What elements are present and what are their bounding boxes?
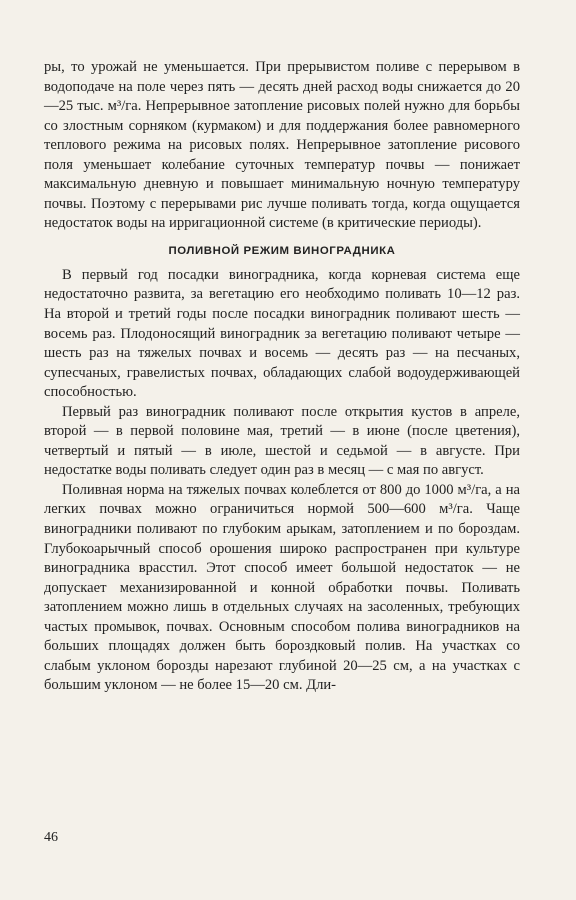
paragraph-irrigation-norm: Поливная норма на тяжелых почвах колеблется от 800 до 1000 м³/га, а на легких почвах можно ограничиться нормой 500—600 м³/га. Чаще виноградники поливают по глубоким арыкам, затоплением и по бороздам. Глубокоарычный способ орошения широко распространен при культуре виноградника врасстил. Этот способ имеет большой недостаток — не допускает механизированной и конной обработки почвы. Поливать затоплением можно лишь в отдельных случаях на засоленных, требующих частых промывок, почвах. Основным способом полива виноградников на больших площадях должен быть бороздковый полив. На участках со слабым уклоном борозды нарезают глубиной 20—25 см, а на участках с большим уклоном — не более 15—20 см. Дли- bbox=[44, 481, 520, 694]
section-heading: ПОЛИВНОЙ РЕЖИМ ВИНОГРАДНИКА bbox=[168, 244, 396, 257]
paragraph-schedule: Первый раз виноградник поливают после открытия кустов в апреле, второй — в первой половине мая, третий — в июне (после цветения), четвертый и пятый — в июле, шестой и седьмой — в августе. При недостатке воды поливать следует один раз в месяц — с мая по август. bbox=[44, 403, 520, 479]
paragraph-first-year: В первый год посадки виноградника, когда корневая система еще недостаточно развита, за вегетацию его необходимо поливать 10—12 раз. На второй и третий годы после посадки виноградник поливают шесть — восемь раз. Плодоносящий виноградник за вегетацию поливают четыре — шесть раз на тяжелых почвах и восемь — десять раз — на песчаных, супесчаных, гравелистых почвах, обладающих слабой водоудерживающей способностью. bbox=[44, 266, 520, 401]
page-number: 46 bbox=[44, 830, 58, 845]
page-content bbox=[44, 58, 520, 696]
intro-paragraph: ры, то урожай не уменьшается. При прерывистом поливе с перерывом в водоподаче на поле через пять — десять дней расход воды снижается до 20—25 тыс. м³/га. Непрерывное затопление рисовых полей нужно для борьбы со злостным сорняком (курмаком) и для поддержания более равномерного теплового режима на рисовых полях. Непрерывное затопление рисового поля уменьшает колебание суточных температур почвы — понижает максимальную дневную и повышает минимальную ночную температуру почвы. Поэтому с перерывами рис лучше поливать тогда, когда ощущается недостаток воды на ирригационной системе (в критические периоды). bbox=[44, 59, 520, 232]
